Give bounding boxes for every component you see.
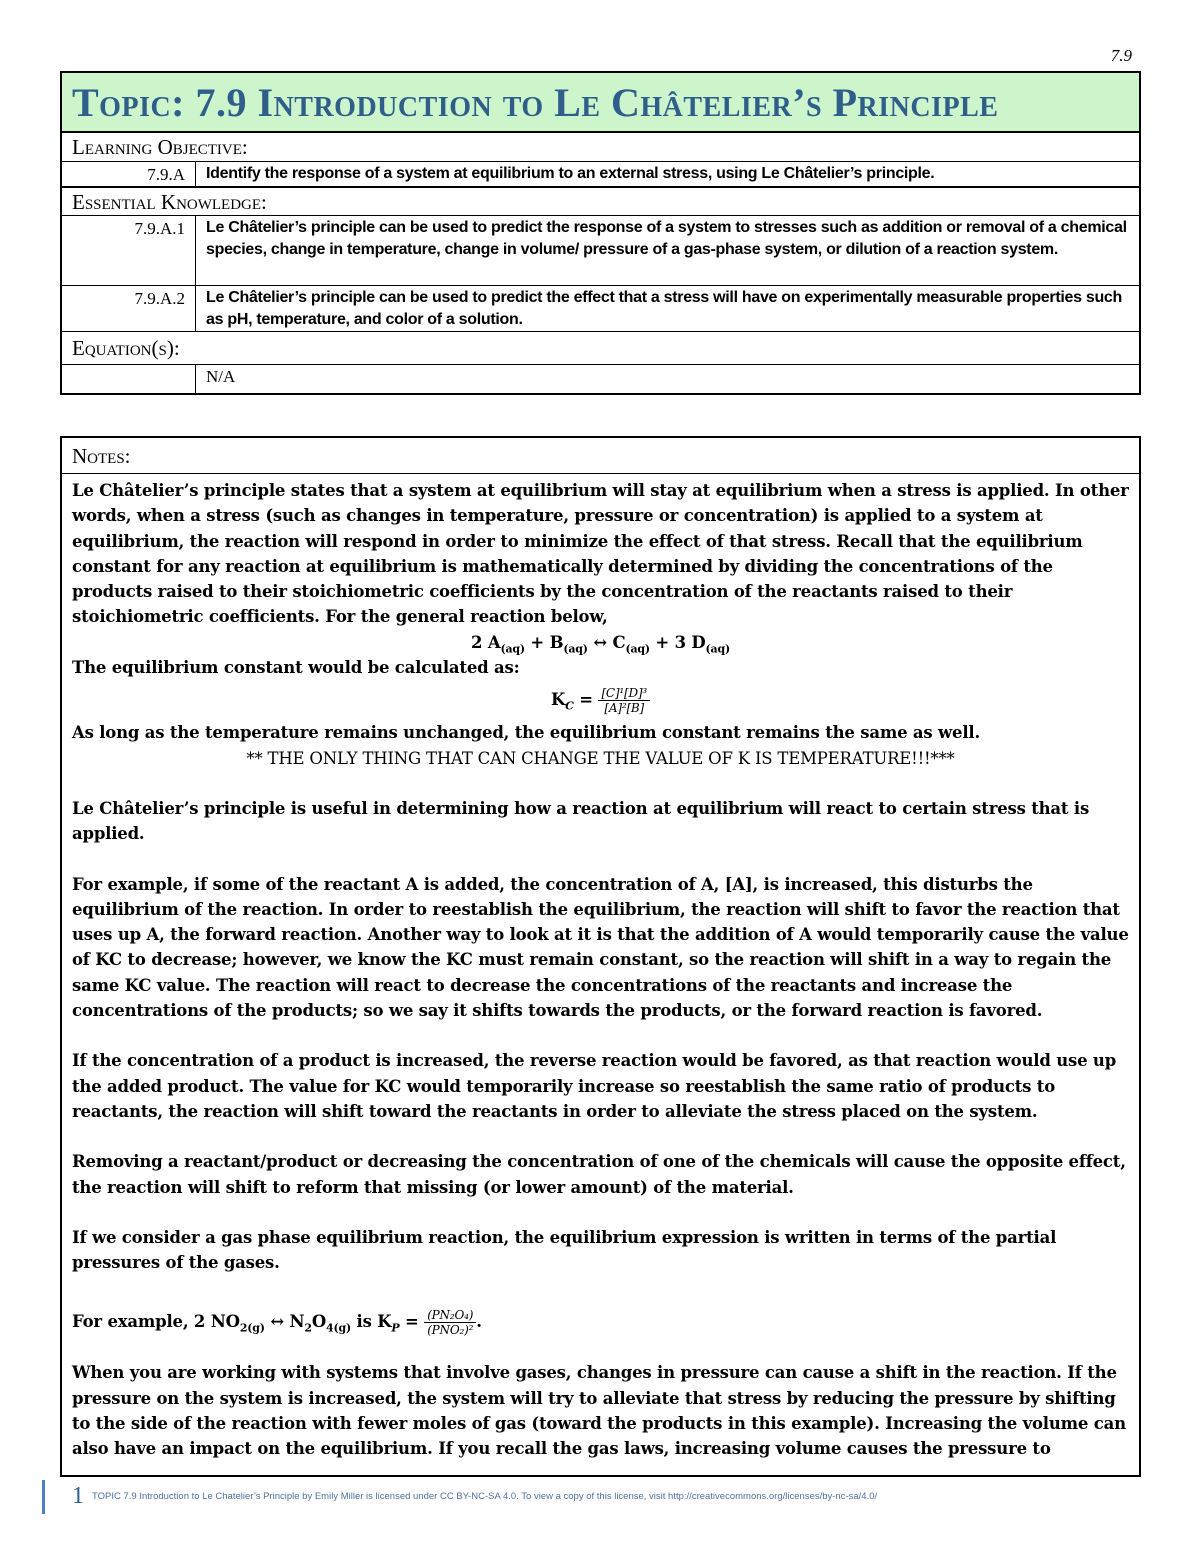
knowledge-row [62,286,1139,332]
knowledge-text: Le Châtelier’s principle can be used to predict the response of a system to stresses such as addition or removal of a chemical species, change in temperature, change in volume/ pressure of a gas-phase system, or dilution of a reaction system. [206,219,1127,258]
notes-paragraph: If we consider a gas phase equilibrium reaction, the equilibrium expression is written in terms of the partial pressures of the gases. [72,1227,1057,1273]
footer-accent-bar [42,1480,45,1514]
kc-fraction: $\frac{\text{[C]¹[D]³}}{\text{[A]²[B]}}$ [598,686,650,715]
equation-row [62,365,1139,393]
equations-heading: Equation(s): [62,332,1139,365]
notes-heading: Notes: [62,438,1139,474]
notes-paragraph: Le Châtelier’s principle is useful in determining how a reaction at equilibrium will react to certain stress that is applied. [72,798,1090,844]
page-title: Topic: 7.9 Introduction to Le Châtelier’s Principle [72,79,999,125]
knowledge-code: 7.9.A.2 [62,286,196,331]
general-reaction: 2 $A_{(aq)} + B_{(aq)}$ ↔ $C_{(aq)} + 3$ $D_{(aq)}$ [471,632,730,656]
notes-paragraph: As long as the temperature remains unchanged, the equilibrium constant remains the same as well. [72,723,981,743]
notes-paragraph: Le Châtelier’s principle states that a system at equilibrium will stay at equilibrium when a stress is applied. In other words, when a stress (such as changes in temperature, pressure or concentration) is applied to a system at equilibrium, the reaction will respond in order to minimize the effect of that stress. Recall that the equilibrium constant for any reaction at equilibrium is mathematically determined by dividing the concentrations of the products raised to their stoichiometric coefficients by the concentration of the reactants raised to their stoichiometric coefficients. For the general reaction below, [72,481,1129,627]
notes-paragraph: Removing a reactant/product or decreasing the concentration of one of the chemicals will cause the opposite effect, the reaction will shift to reform that missing (or lower amount) of the material. [72,1152,1126,1197]
page-label: 7.9 [1110,46,1132,65]
essential-knowledge-heading: Essential Knowledge: [62,187,1139,216]
objective-row [62,162,1139,187]
notes-paragraph: When you are working with systems that involve gases, changes in pressure can cause a shift in the reaction. If the pressure on the system is increased, the system will try to alleviate that stress by reducing the pressure by shifting to the side of the reaction with fewer moles of gas (toward the products in this example). Increasing the volume can also have an impact on the equilibrium. If you recall the gas laws, increasing volume causes the pressure to [72,1363,1126,1459]
notes-paragraph: For example, if some of the reactant A is added, the concentration of A, [A], is increased, this disturbs the equilibrium of the reaction. In order to reestablish the equilibrium, the reaction will shift to favor the reaction that uses up A, the forward reaction. Another way to look at it is that the addition of A would temporarily cause the value of KC to decrease; however, we know the KC must remain constant, so the reaction will shift in a way to regain the same KC value. The reaction will react to decrease the concentrations of the reactants and increase the concentrations of the products; so we say it shifts towards the products, or the forward reaction is favored. [72,874,1129,1021]
learning-objective-heading: Learning Objective: [62,133,1139,162]
knowledge-text: Le Châtelier’s principle can be used to predict the effect that a stress will have on experimentally measurable properties such as pH, temperature, and color of a solution. [206,289,1122,328]
kp-example: For example, 2 $NO_{2(g)}$ ↔ $N_2O_{4(g)}$ is $K_P$ = $\frac{\text{(PN₂O₄)}}{\text{(PNO₂)²}}$ . [72,1308,482,1338]
objective-code: 7.9.A [62,162,196,186]
equation-code [62,365,196,393]
notes-box [60,436,1141,1477]
objective-text: Identify the response of a system at equilibrium to an external stress, using Le Châtelier’s principle. [206,165,935,182]
equation-value: N/A [206,367,236,386]
kc-equation: $K_C$ = $\frac{\text{[C]¹[D]³}}{\text{[A]²[B]}}$ [72,680,1129,720]
knowledge-code: 7.9.A.1 [62,216,196,285]
footer-license-text: TOPIC 7.9 Introduction to Le Chatelier’s Principle by Emily Miller is licensed under CC BY-NC-SA 4.0. To view a copy of this license, visit http://creativecommons.org/licenses/by-nc-sa/4.0/ [92,1491,878,1502]
notes-emphasis: ** THE ONLY THING THAT CAN CHANGE THE VALUE OF K IS TEMPERATURE!!!*** [246,748,955,768]
notes-paragraph: If the concentration of a product is increased, the reverse reaction would be favored, as that reaction would use up the added product. The value for KC would temporarily increase so reestablish the same ratio of products to reactants, the reaction will shift toward the reactants in order to alleviate the stress placed on the system. [72,1051,1117,1121]
notes-body [62,474,1139,1462]
kp-fraction: $\frac{\text{(PN₂O₄)}}{\text{(PNO₂)²}}$ [424,1308,476,1337]
footer-page-number: 1 [72,1483,84,1509]
knowledge-row [62,216,1139,286]
title-row [62,73,1139,133]
topic-table [60,71,1141,395]
kc-intro: The equilibrium constant would be calculated as: [72,658,520,678]
